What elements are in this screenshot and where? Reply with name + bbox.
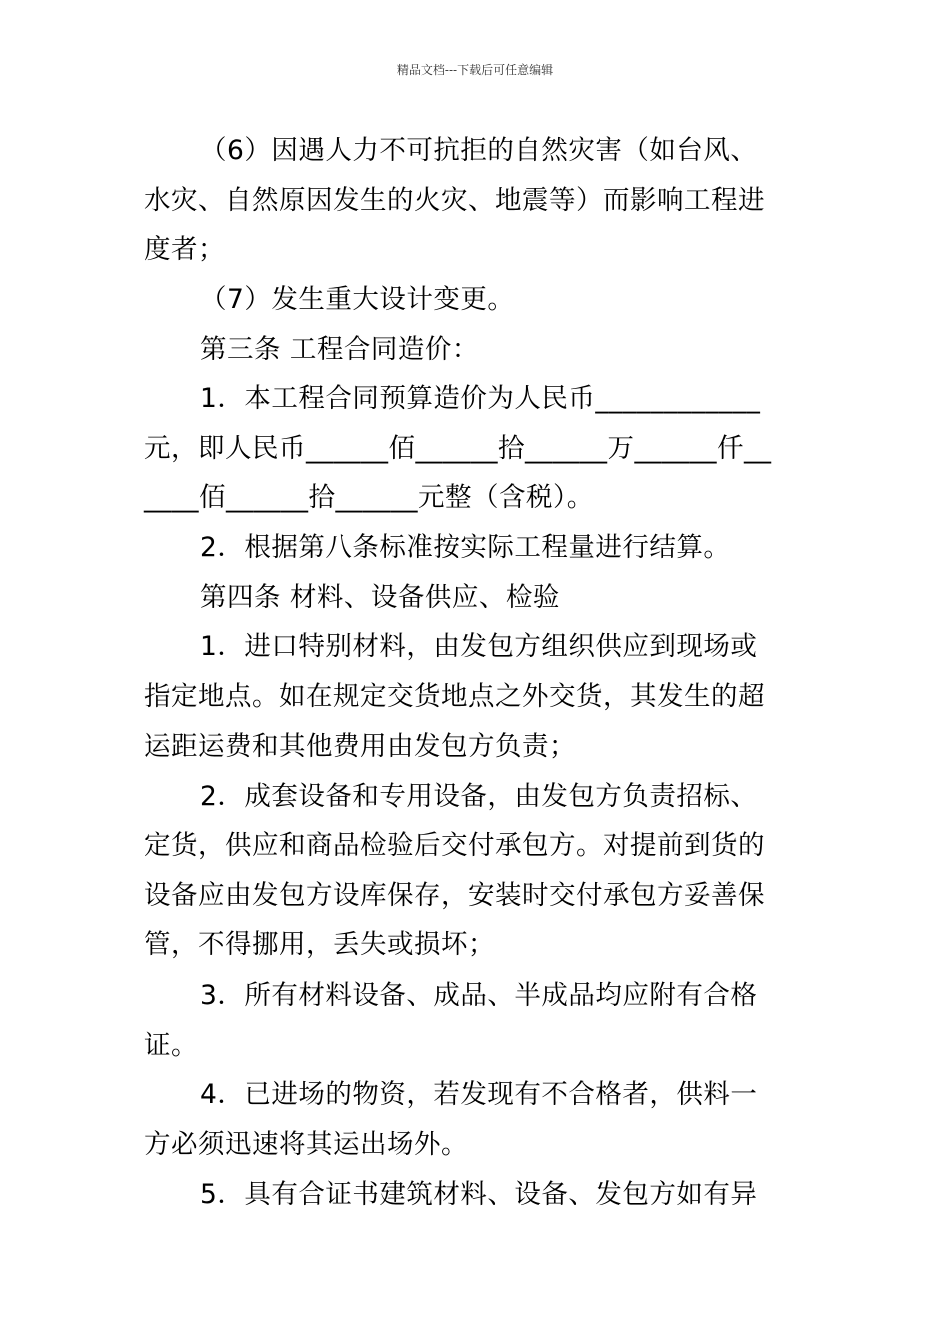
text-line: ____佰______拾______元整（含税）。 [144,482,594,513]
text-line: 设备应由发包方设库保存，安装时交付承包方妥善保 [144,880,765,911]
text-line: 5．具有合证书建筑材料、设备、发包方如有异 [200,1179,758,1210]
page-header: 精品文档---下载后可任意编辑 [396,63,554,77]
section-heading: 第三条 工程合同造价： [200,334,479,365]
text-line: 2．根据第八条标准按实际工程量进行结算。 [200,532,731,563]
text-line: 证。 [144,1030,198,1061]
text-line: 方必须迅速将其运出场外。 [144,1129,468,1160]
text-line: 1．进口特别材料，由发包方组织供应到现场或 [200,631,758,662]
text-line: （7）发生重大设计变更。 [200,284,515,315]
text-line: 3．所有材料设备、成品、半成品均应附有合格 [200,980,758,1011]
text-line: 元，即人民币______佰______拾______万______仟__ [144,433,772,464]
section-heading: 第四条 材料、设备供应、检验 [200,582,560,613]
text-line: 管，不得挪用，丢失或损坏； [144,929,495,960]
text-line: 4．已进场的物资，若发现有不合格者，供料一 [200,1079,758,1110]
text-line: （6）因遇人力不可抗拒的自然灾害（如台风、 [200,135,758,166]
text-line: 运距运费和其他费用由发包方负责； [144,731,576,762]
text-line: 水灾、自然原因发生的火灾、地震等）而影响工程进 [144,185,765,216]
text-line: 度者； [144,234,225,265]
text-line: 指定地点。如在规定交货地点之外交货，其发生的超 [144,681,765,712]
text-line: 2．成套设备和专用设备，由发包方负责招标、 [200,781,758,812]
text-line: 1．本工程合同预算造价为人民币____________ [200,383,761,414]
text-line: 定货，供应和商品检验后交付承包方。对提前到货的 [144,830,765,861]
